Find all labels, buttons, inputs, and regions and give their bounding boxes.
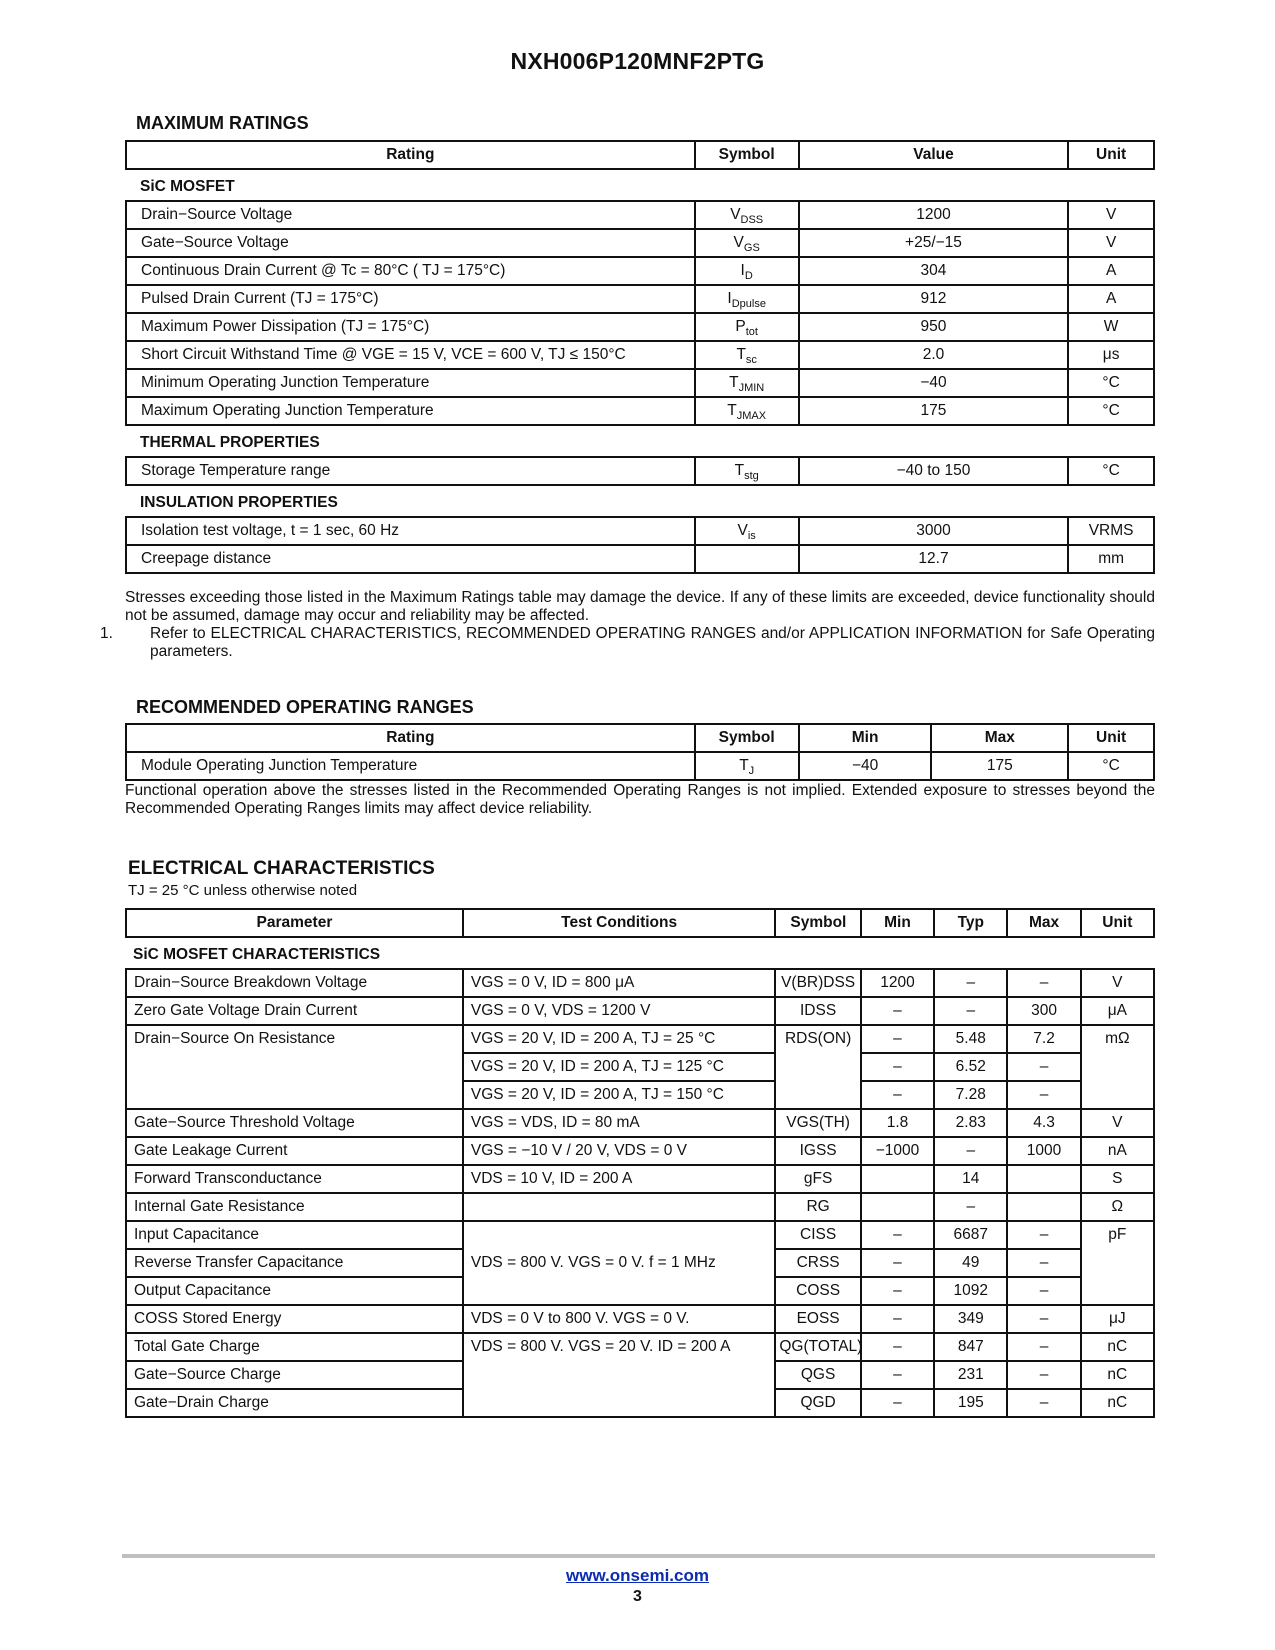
col-unit: Unit [1068, 724, 1154, 752]
conditions-cell: VGS = 20 V, ID = 200 A, TJ = 125 °C [463, 1053, 775, 1081]
param-cell: Internal Gate Resistance [126, 1193, 463, 1221]
rating-cell: Isolation test voltage, t = 1 sec, 60 Hz [126, 517, 695, 545]
symbol-cell: $P_{tot}$ [695, 313, 799, 341]
symbol-cell: IGSS [775, 1137, 860, 1165]
elec-char-table [125, 908, 1155, 1418]
table-row [126, 229, 1154, 257]
table-header-row [126, 141, 1154, 169]
group-row [126, 169, 1154, 201]
value-cell: 175 [799, 397, 1069, 425]
unit-cell: V [1068, 229, 1154, 257]
symbol-cell: $V_{GS}$ [695, 229, 799, 257]
rec-ranges-note: Functional operation above the stresses listed in the Recommended Operating Ranges is not implied. Extended exposure to stresses beyond the Recommended Operating Ranges limits may affect device reliability. [125, 782, 1155, 817]
table-row [126, 313, 1154, 341]
typ-cell: 1092 [934, 1277, 1007, 1305]
symbol-cell: EOSS [775, 1305, 860, 1333]
unit-cell: W [1068, 313, 1154, 341]
min-cell: 1.8 [861, 1109, 934, 1137]
min-cell: – [861, 1221, 934, 1249]
col-unit: Unit [1068, 141, 1154, 169]
unit-cell: A [1068, 257, 1154, 285]
conditions-cell: VGS = VDS, ID = 80 mA [463, 1109, 775, 1137]
min-cell: – [861, 1249, 934, 1277]
max-cell: 175 [931, 752, 1068, 780]
rating-cell: Short Circuit Withstand Time @ VGE = 15 V, VCE = 600 V, TJ ≤ 150°C [126, 341, 695, 369]
col-max: Max [1007, 909, 1080, 937]
max-cell: – [1007, 1361, 1080, 1389]
table-row [126, 997, 1154, 1025]
max-cell: – [1007, 1081, 1080, 1109]
rating-cell: Creepage distance [126, 545, 695, 573]
unit-cell: mm [1068, 545, 1154, 573]
col-value: Value [799, 141, 1069, 169]
unit-cell: μA [1081, 997, 1154, 1025]
unit-cell: °C [1068, 457, 1154, 485]
table-row [126, 369, 1154, 397]
typ-cell: 349 [934, 1305, 1007, 1333]
param-cell: Drain−Source Breakdown Voltage [126, 969, 463, 997]
symbol-cell: $V_{DSS}$ [695, 201, 799, 229]
min-cell: – [861, 1305, 934, 1333]
symbol-cell: QGS [775, 1361, 860, 1389]
value-cell: 950 [799, 313, 1069, 341]
symbol-cell [695, 545, 799, 573]
col-symbol: Symbol [695, 724, 799, 752]
symbol-cell: CISS [775, 1221, 860, 1249]
col-rating: Rating [126, 724, 695, 752]
table-row [126, 1137, 1154, 1165]
col-max: Max [931, 724, 1068, 752]
symbol-cell: $V_{is}$ [695, 517, 799, 545]
table-row [126, 1025, 1154, 1053]
symbol-cell: $T_{stg}$ [695, 457, 799, 485]
min-cell: – [861, 997, 934, 1025]
table-row [126, 201, 1154, 229]
group-label-sic: SiC MOSFET [140, 178, 235, 195]
typ-cell: 231 [934, 1361, 1007, 1389]
unit-cell: S [1081, 1165, 1154, 1193]
max-cell: – [1007, 1305, 1080, 1333]
group-label: SiC MOSFET CHARACTERISTICS [133, 946, 381, 963]
typ-cell: 5.48 [934, 1025, 1007, 1053]
conditions-cell: VDS = 800 V. VGS = 0 V. f = 1 MHz [463, 1221, 775, 1305]
rec-ranges-table [125, 723, 1155, 781]
col-rating: Rating [126, 141, 695, 169]
param-cell: Reverse Transfer Capacitance [126, 1249, 463, 1277]
min-cell: −1000 [861, 1137, 934, 1165]
symbol-cell: $T_J$ [695, 752, 799, 780]
min-cell [861, 1165, 934, 1193]
typ-cell: 14 [934, 1165, 1007, 1193]
page-number: 3 [633, 1588, 642, 1605]
max-cell: – [1007, 1053, 1080, 1081]
group-label-insulation: INSULATION PROPERTIES [140, 494, 338, 511]
max-cell: 1000 [1007, 1137, 1080, 1165]
max-ratings-table [125, 140, 1155, 574]
conditions-cell: VDS = 0 V to 800 V. VGS = 0 V. [463, 1305, 775, 1333]
max-cell [1007, 1165, 1080, 1193]
stress-note: Stresses exceeding those listed in the Maximum Ratings table may damage the device. If any of these limits are exceeded, device functionality should not be assumed, damage may occur and reliability may be affected. [125, 589, 1155, 624]
unit-cell: V [1081, 1109, 1154, 1137]
table-row [126, 257, 1154, 285]
max-cell: 300 [1007, 997, 1080, 1025]
table-row [126, 1305, 1154, 1333]
unit-cell: V [1068, 201, 1154, 229]
typ-cell: – [934, 1137, 1007, 1165]
symbol-cell: IDSS [775, 997, 860, 1025]
value-cell: +25/−15 [799, 229, 1069, 257]
col-conditions: Test Conditions [463, 909, 775, 937]
param-cell: Gate−Source Charge [126, 1361, 463, 1389]
param-cell: Total Gate Charge [126, 1333, 463, 1361]
max-cell: – [1007, 1249, 1080, 1277]
max-cell: – [1007, 1333, 1080, 1361]
rating-cell: Continuous Drain Current @ Tc = 80°C ( TJ = 175°C) [126, 257, 695, 285]
min-cell: – [861, 1389, 934, 1417]
symbol-cell: COSS [775, 1277, 860, 1305]
max-cell: 7.2 [1007, 1025, 1080, 1053]
param-cell: Gate Leakage Current [126, 1137, 463, 1165]
table-row [126, 397, 1154, 425]
table-row [126, 1221, 1154, 1249]
min-cell [861, 1193, 934, 1221]
unit-cell: nA [1081, 1137, 1154, 1165]
min-cell: – [861, 1333, 934, 1361]
col-parameter: Parameter [126, 909, 463, 937]
rating-cell: Maximum Operating Junction Temperature [126, 397, 695, 425]
conditions-cell: VGS = −10 V / 20 V, VDS = 0 V [463, 1137, 775, 1165]
table-row [126, 457, 1154, 485]
param-cell: Forward Transconductance [126, 1165, 463, 1193]
conditions-cell: VDS = 10 V, ID = 200 A [463, 1165, 775, 1193]
group-row [126, 937, 1154, 969]
symbol-cell: VGS(TH) [775, 1109, 860, 1137]
unit-cell: °C [1068, 397, 1154, 425]
min-cell: – [861, 1277, 934, 1305]
rating-cell: Pulsed Drain Current (TJ = 175°C) [126, 285, 695, 313]
unit-cell: nC [1081, 1333, 1154, 1361]
param-cell: Zero Gate Voltage Drain Current [126, 997, 463, 1025]
col-symbol: Symbol [695, 141, 799, 169]
unit-cell: mΩ [1081, 1025, 1154, 1109]
table-row [126, 1109, 1154, 1137]
footer-link[interactable]: www.onsemi.com [566, 1566, 709, 1585]
table-row [126, 517, 1154, 545]
col-typ: Typ [934, 909, 1007, 937]
value-cell: 912 [799, 285, 1069, 313]
max-cell: – [1007, 969, 1080, 997]
unit-cell: V [1081, 969, 1154, 997]
symbol-cell: $T_{sc}$ [695, 341, 799, 369]
typ-cell: 847 [934, 1333, 1007, 1361]
value-cell: 3000 [799, 517, 1069, 545]
conditions-cell: VGS = 0 V, ID = 800 μA [463, 969, 775, 997]
min-cell: 1200 [861, 969, 934, 997]
symbol-cell: RDS(ON) [775, 1025, 860, 1109]
conditions-cell: VGS = 20 V, ID = 200 A, TJ = 150 °C [463, 1081, 775, 1109]
param-cell: Gate−Source Threshold Voltage [126, 1109, 463, 1137]
table-row [126, 285, 1154, 313]
value-cell: −40 to 150 [799, 457, 1069, 485]
rating-cell: Drain−Source Voltage [126, 201, 695, 229]
min-cell: −40 [799, 752, 932, 780]
group-label-thermal: THERMAL PROPERTIES [140, 434, 320, 451]
typ-cell: 49 [934, 1249, 1007, 1277]
max-cell: – [1007, 1221, 1080, 1249]
document-title: NXH006P120MNF2PTG [510, 48, 765, 74]
rec-ranges-heading: RECOMMENDED OPERATING RANGES [136, 697, 474, 717]
symbol-cell: RG [775, 1193, 860, 1221]
value-cell: 2.0 [799, 341, 1069, 369]
symbol-cell: $T_{JMIN}$ [695, 369, 799, 397]
elec-subtitle: TJ = 25 °C unless otherwise noted [128, 882, 358, 899]
max-ratings-heading: MAXIMUM RATINGS [136, 113, 309, 133]
symbol-cell: CRSS [775, 1249, 860, 1277]
table-header-row [126, 909, 1154, 937]
conditions-cell: VDS = 800 V. VGS = 20 V. ID = 200 A [463, 1333, 775, 1417]
rating-cell: Maximum Power Dissipation (TJ = 175°C) [126, 313, 695, 341]
value-cell: 12.7 [799, 545, 1069, 573]
param-cell: Output Capacitance [126, 1277, 463, 1305]
typ-cell: – [934, 1193, 1007, 1221]
unit-cell: nC [1081, 1389, 1154, 1417]
col-symbol: Symbol [775, 909, 860, 937]
rating-cell: Storage Temperature range [126, 457, 695, 485]
symbol-cell: QGD [775, 1389, 860, 1417]
col-min: Min [861, 909, 934, 937]
group-row [126, 425, 1154, 457]
typ-cell: 195 [934, 1389, 1007, 1417]
table-row [126, 1165, 1154, 1193]
col-min: Min [799, 724, 932, 752]
table-row [126, 752, 1154, 780]
max-ratings-note [100, 589, 1155, 661]
typ-cell: 7.28 [934, 1081, 1007, 1109]
unit-cell: VRMS [1068, 517, 1154, 545]
param-cell: Gate−Drain Charge [126, 1389, 463, 1417]
min-cell: – [861, 1025, 934, 1053]
min-cell: – [861, 1081, 934, 1109]
conditions-cell: VGS = 0 V, VDS = 1200 V [463, 997, 775, 1025]
table-row [126, 545, 1154, 573]
symbol-cell: $I_D$ [695, 257, 799, 285]
rating-cell: Minimum Operating Junction Temperature [126, 369, 695, 397]
group-row [126, 485, 1154, 517]
typ-cell: – [934, 969, 1007, 997]
table-row [126, 341, 1154, 369]
unit-cell: Ω [1081, 1193, 1154, 1221]
symbol-cell: $T_{JMAX}$ [695, 397, 799, 425]
symbol-cell: V(BR)DSS [775, 969, 860, 997]
param-cell: Input Capacitance [126, 1221, 463, 1249]
value-cell: 304 [799, 257, 1069, 285]
typ-cell: 2.83 [934, 1109, 1007, 1137]
param-cell: COSS Stored Energy [126, 1305, 463, 1333]
elec-heading: ELECTRICAL CHARACTERISTICS [128, 858, 435, 879]
col-unit: Unit [1081, 909, 1154, 937]
unit-cell: pF [1081, 1221, 1154, 1305]
rating-cell: Module Operating Junction Temperature [126, 752, 695, 780]
unit-cell: μs [1068, 341, 1154, 369]
value-cell: 1200 [799, 201, 1069, 229]
symbol-cell: $I_{Dpulse}$ [695, 285, 799, 313]
table-header-row [126, 724, 1154, 752]
table-row [126, 1333, 1154, 1361]
value-cell: −40 [799, 369, 1069, 397]
rating-cell: Gate−Source Voltage [126, 229, 695, 257]
max-cell: – [1007, 1277, 1080, 1305]
min-cell: – [861, 1053, 934, 1081]
unit-cell: A [1068, 285, 1154, 313]
max-cell [1007, 1193, 1080, 1221]
footnote-1: 1. Refer to ELECTRICAL CHARACTERISTICS, RECOMMENDED OPERATING RANGES and/or APPLICATION INFORMATION for Safe Operating parameters. [100, 625, 1155, 660]
unit-cell: μJ [1081, 1305, 1154, 1333]
table-row [126, 1193, 1154, 1221]
typ-cell: 6687 [934, 1221, 1007, 1249]
footer-divider [122, 1554, 1155, 1558]
conditions-cell [463, 1193, 775, 1221]
symbol-cell: gFS [775, 1165, 860, 1193]
unit-cell: °C [1068, 369, 1154, 397]
conditions-cell: VGS = 20 V, ID = 200 A, TJ = 25 °C [463, 1025, 775, 1053]
table-row [126, 969, 1154, 997]
min-cell: – [861, 1361, 934, 1389]
symbol-cell: QG(TOTAL) [775, 1333, 860, 1361]
typ-cell: 6.52 [934, 1053, 1007, 1081]
unit-cell: nC [1081, 1361, 1154, 1389]
param-cell: Drain−Source On Resistance [126, 1025, 463, 1109]
typ-cell: – [934, 997, 1007, 1025]
unit-cell: °C [1068, 752, 1154, 780]
max-cell: – [1007, 1389, 1080, 1417]
max-cell: 4.3 [1007, 1109, 1080, 1137]
